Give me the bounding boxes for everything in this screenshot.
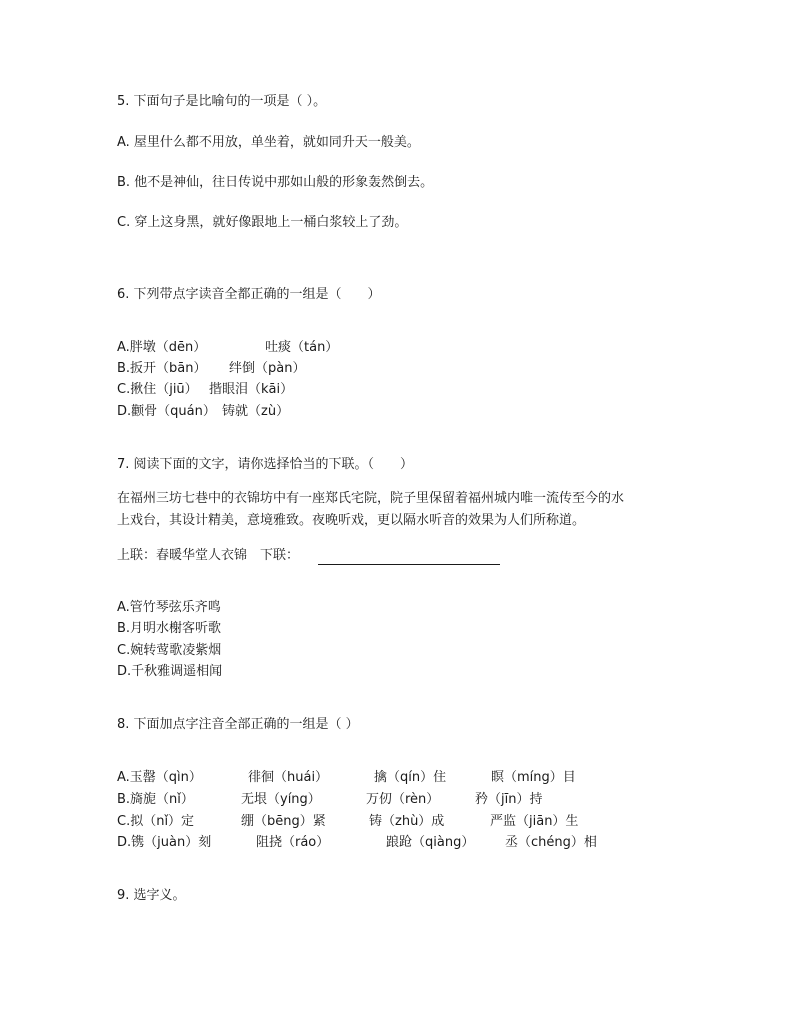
question-6-option-a-word2: 吐痰（tán） bbox=[265, 340, 339, 355]
question-8-option-b-word2: 无垠（yíng） bbox=[241, 792, 321, 807]
question-7-option-a: A.管竹琴弦乐齐鸣 bbox=[117, 600, 221, 615]
question-8-option-a-word2: 徘徊（huái） bbox=[248, 770, 329, 785]
question-8-option-a-word4: 瞑（míng）目 bbox=[491, 770, 576, 785]
question-8-option-a-word1: A.玉罄（qìn） bbox=[117, 770, 202, 785]
question-5-option-a: A. 屋里什么都不用放，单坐着，就如同升天一般美。 bbox=[117, 135, 420, 150]
question-8-option-d-word4: 丞（chéng）相 bbox=[505, 835, 597, 850]
question-8-option-c-word3: 铸（zhù）成 bbox=[369, 814, 445, 829]
question-5-option-c: C. 穿上这身黑，就好像跟地上一桶白浆较上了劲。 bbox=[117, 215, 408, 230]
question-8-stem: 8. 下面加点字注音全部正确的一组是（ ） bbox=[117, 717, 359, 732]
question-8-option-d-word2: 阻挠（ráo） bbox=[256, 835, 330, 850]
question-7-option-b: B.月明水榭客听歌 bbox=[117, 621, 222, 636]
question-8-option-d-word1: D.镌（juàn）刻 bbox=[117, 835, 212, 850]
question-8-option-c-word2: 绷（bēng）紧 bbox=[241, 814, 326, 829]
question-6-stem: 6. 下列带点字读音全都正确的一组是（ ） bbox=[117, 287, 381, 302]
question-5-stem: 5. 下面句子是比喻句的一项是（ ）。 bbox=[117, 94, 327, 109]
question-6-option-c-word1: C.揪住（jiū） bbox=[117, 382, 198, 397]
question-6-option-d-word2: 铸就（zù） bbox=[222, 404, 290, 419]
question-7-stem: 7. 阅读下面的文字，请你选择恰当的下联。（ ） bbox=[117, 457, 414, 472]
question-8-option-c-word1: C.拟（nǐ）定 bbox=[117, 814, 195, 829]
question-9-stem: 9. 选字义。 bbox=[117, 888, 186, 903]
question-6-option-b-word2: 绊倒（pàn） bbox=[229, 361, 306, 376]
question-8-option-b-word3: 万仞（rèn） bbox=[366, 792, 440, 807]
question-6-option-c-word2: 揩眼泪（kāi） bbox=[209, 382, 294, 397]
answer-blank-line bbox=[318, 564, 500, 565]
question-8-option-b-word1: B.旖旎（nǐ） bbox=[117, 792, 194, 807]
question-5-option-b: B. 他不是神仙，往日传说中那如山般的形象轰然倒去。 bbox=[117, 175, 434, 190]
question-8-option-a-word3: 擒（qín）住 bbox=[374, 770, 447, 785]
question-6-option-b-word1: B.扳开（bān） bbox=[117, 361, 207, 376]
question-8-option-d-word3: 踉跄（qiàng） bbox=[386, 835, 475, 850]
question-7-couplet: 上联：春暖华堂人衣锦 下联： bbox=[117, 548, 300, 563]
question-7-passage-line-1: 在福州三坊七巷中的衣锦坊中有一座郑氏宅院，院子里保留着福州城内唯一流传至今的水 bbox=[117, 491, 625, 506]
question-8-option-b-word4: 矜（jīn）持 bbox=[475, 792, 543, 807]
question-7-passage-line-2: 上戏台，其设计精美，意境雅致。夜晚听戏，更以隔水听音的效果为人们所称道。 bbox=[117, 513, 586, 528]
question-7-option-d: D.千秋雅调遥相闻 bbox=[117, 664, 223, 679]
question-7-option-c: C.婉转莺歌凌紫烟 bbox=[117, 643, 222, 658]
question-8-option-c-word4: 严监（jiān）生 bbox=[490, 814, 579, 829]
question-6-option-d-word1: D.颧骨（quán） bbox=[117, 404, 216, 419]
question-6-option-a-word1: A.胖墩（dēn） bbox=[117, 340, 207, 355]
